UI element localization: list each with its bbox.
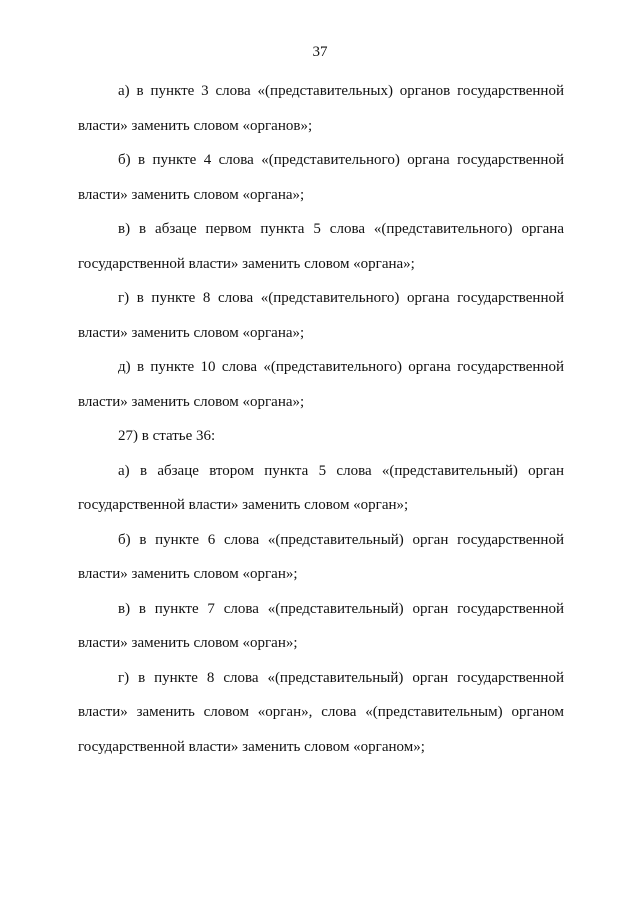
paragraph-article-36-heading: 27) в статье 36: — [118, 428, 216, 444]
paragraph-g-article-36: г) в пункте 8 слова «(представительный) орган государственной власти» заменить словом «орган», слова «(представительным) органом государственной власти» заменить словом «органом»; — [78, 669, 564, 755]
document-body — [78, 74, 564, 764]
paragraph-a-article-36: а) в абзаце втором пункта 5 слова «(представительный) орган государственной власти» заменить словом «орган»; — [78, 462, 564, 513]
paragraph-a-item-3: а) в пункте 3 слова «(представительных) органов государственной власти» заменить словом «органов»; — [78, 83, 564, 134]
paragraph-v-item-5: в) в абзаце первом пункта 5 слова «(представительного) органа государственной власти» заменить словом «органа»; — [78, 221, 564, 272]
paragraph-d-item-10: д) в пункте 10 слова «(представительного) органа государственной власти» заменить словом «органа»; — [78, 359, 564, 410]
paragraph-v-article-36: в) в пункте 7 слова «(представительный) орган государственной власти» заменить словом «орган»; — [78, 600, 564, 651]
page-number: 37 — [312, 44, 328, 60]
paragraph-b-item-4: б) в пункте 4 слова «(представительного) органа государственной власти» заменить словом «органа»; — [78, 152, 564, 203]
paragraph-b-article-36: б) в пункте 6 слова «(представительный) орган государственной власти» заменить словом «орган»; — [78, 531, 564, 582]
paragraph-g-item-8: г) в пункте 8 слова «(представительного) органа государственной власти» заменить словом «органа»; — [78, 290, 564, 341]
